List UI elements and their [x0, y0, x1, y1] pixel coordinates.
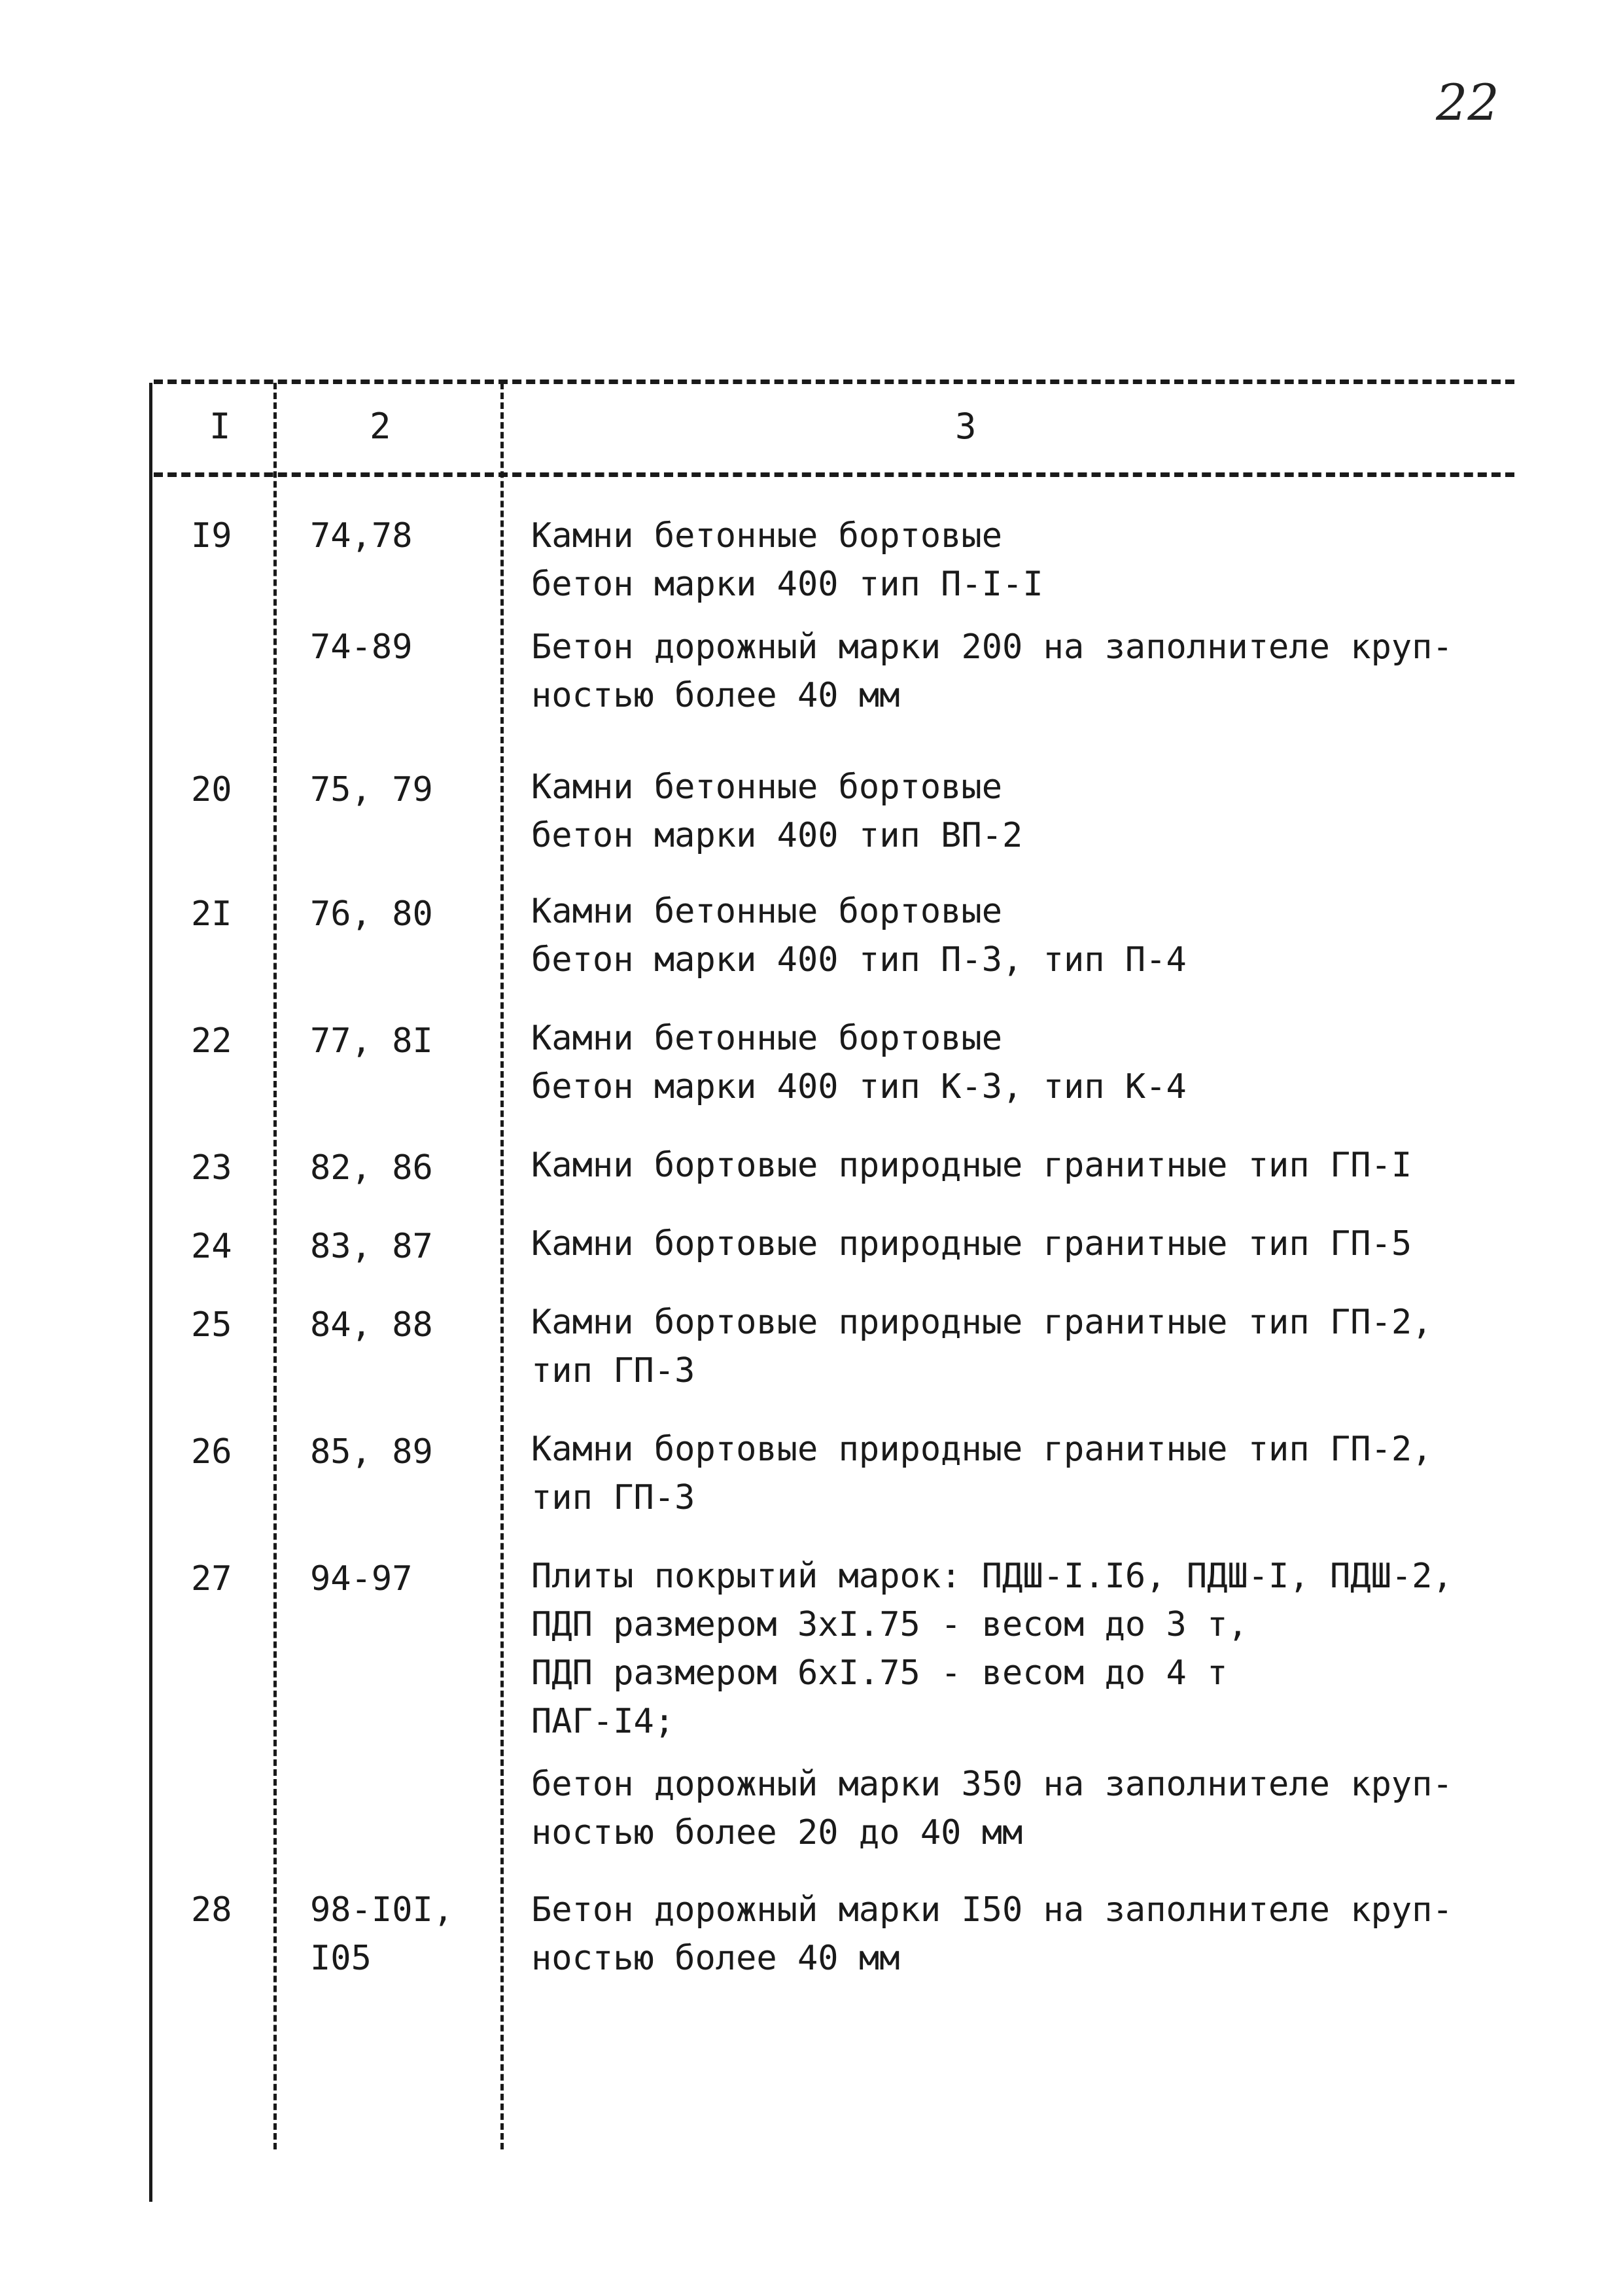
row-refs: 85, 89 — [310, 1432, 433, 1472]
row-text-line: бетон марки 400 тип П-I-I — [531, 565, 1043, 604]
row-text-line: ПАГ-I4; — [531, 1702, 675, 1741]
row-text-line: Камни бортовые природные гранитные тип ГП-I — [531, 1146, 1412, 1185]
row-text-line: бетон марки 400 тип ВП-2 — [531, 816, 1023, 855]
row-text-line: ПДП размером 3хI.75 - весом до 3 т, — [531, 1605, 1248, 1644]
row-number: 28 — [191, 1890, 232, 1930]
row-text-line: тип ГП-3 — [531, 1478, 695, 1517]
row-number: 27 — [191, 1559, 232, 1598]
row-number: 25 — [191, 1305, 232, 1345]
row-refs: 76, 80 — [310, 894, 433, 934]
column-divider-1 — [273, 383, 277, 2149]
row-number: 20 — [191, 770, 232, 809]
header-bottom-border — [154, 472, 1514, 477]
row-refs: 94-97 — [310, 1559, 413, 1598]
row-number: I9 — [191, 516, 232, 556]
row-text-line: Плиты покрытий марок: ПДШ-I.I6, ПДШ-I, ПДШ-2, — [531, 1557, 1453, 1596]
row-refs: 74-89 — [310, 627, 413, 667]
row-refs: 83, 87 — [310, 1227, 433, 1266]
row-text-line: ностью более 20 до 40 мм — [531, 1813, 1023, 1852]
column-header-1: I — [209, 406, 231, 447]
row-text-line: Бетон дорожный марки 200 на заполнителе круп- — [531, 627, 1453, 667]
row-text-line: Камни бетонные бортовые — [531, 516, 1003, 556]
row-refs: 77, 8I — [310, 1021, 433, 1061]
row-text-line: Камни бетонные бортовые — [531, 1019, 1003, 1058]
table-left-border — [149, 383, 152, 2202]
row-text-line: ностью более 40 мм — [531, 676, 900, 715]
row-text-line: Камни бортовые природные гранитные тип ГП-5 — [531, 1224, 1412, 1263]
row-text-line: тип ГП-3 — [531, 1351, 695, 1390]
row-refs: 84, 88 — [310, 1305, 433, 1345]
row-refs: I05 — [310, 1939, 372, 1978]
row-text-line: Бетон дорожный марки I50 на заполнителе круп- — [531, 1890, 1453, 1930]
row-text-line: Камни бортовые природные гранитные тип ГП-2, — [531, 1303, 1433, 1342]
row-number: 24 — [191, 1227, 232, 1266]
column-header-3: 3 — [955, 406, 977, 447]
row-text-line: бетон марки 400 тип П-3, тип П-4 — [531, 940, 1187, 980]
row-number: 23 — [191, 1148, 232, 1188]
column-header-2: 2 — [370, 406, 391, 447]
row-number: 22 — [191, 1021, 232, 1061]
row-number: 26 — [191, 1432, 232, 1472]
row-number: 2I — [191, 894, 232, 934]
table-top-border — [154, 380, 1514, 384]
row-refs: 74,78 — [310, 516, 413, 556]
row-refs: 75, 79 — [310, 770, 433, 809]
row-refs: 98-I0I, — [310, 1890, 454, 1930]
page-number: 22 — [1436, 73, 1499, 132]
row-text-line: Камни бетонные бортовые — [531, 892, 1003, 931]
row-text-line: Камни бетонные бортовые — [531, 768, 1003, 807]
column-divider-2 — [500, 383, 504, 2149]
row-text-line: бетон марки 400 тип К-3, тип К-4 — [531, 1067, 1187, 1106]
row-text-line: ПДП размером 6хI.75 - весом до 4 т — [531, 1653, 1228, 1693]
row-text-line: ностью более 40 мм — [531, 1939, 900, 1978]
row-text-line: бетон дорожный марки 350 на заполнителе круп- — [531, 1765, 1453, 1804]
row-refs: 82, 86 — [310, 1148, 433, 1188]
row-text-line: Камни бортовые природные гранитные тип ГП-2, — [531, 1430, 1433, 1469]
